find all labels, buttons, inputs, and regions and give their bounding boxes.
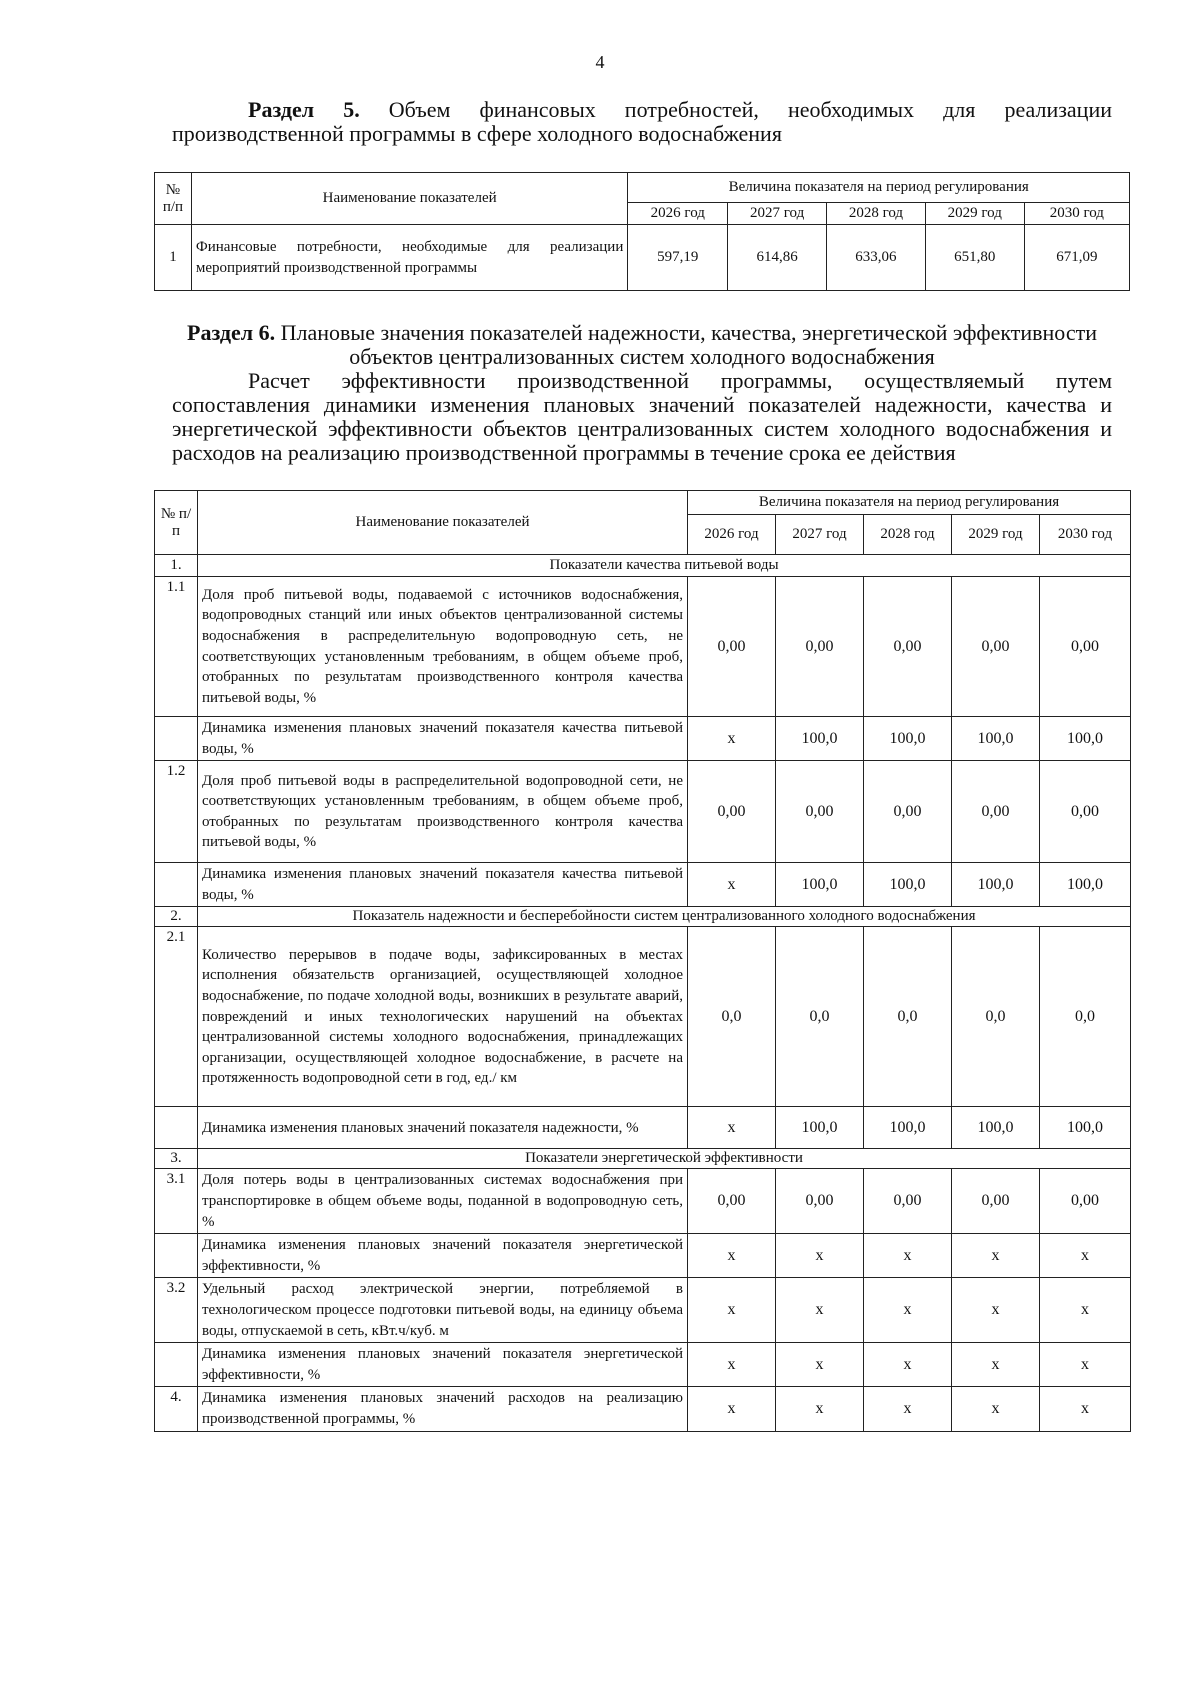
table-row <box>155 1107 1131 1149</box>
row-name: Динамика изменения плановых значений показателя энергетической эффективности, % <box>198 1343 688 1387</box>
section6-label: Раздел 6. <box>187 320 276 345</box>
row-value: х <box>776 1387 864 1431</box>
row-value: х <box>688 1278 776 1343</box>
row-num: 1. <box>155 555 198 577</box>
row-value: 597,19 <box>628 225 728 291</box>
year-header: 2028 год <box>827 203 926 225</box>
row-value: 0,00 <box>952 1169 1040 1234</box>
row-name: Удельный расход электрической энергии, потребляемой в технологическом процессе подготовки питьевой воды, на единицу объема воды, отпускаемой в сеть, кВт.ч/куб. м <box>198 1278 688 1343</box>
section6-title-line <box>172 321 1112 369</box>
row-value: 0,00 <box>776 577 864 717</box>
row-num: 2. <box>155 907 198 927</box>
row-value: 100,0 <box>776 717 864 761</box>
row-value: х <box>688 717 776 761</box>
table-row <box>155 577 1131 717</box>
row-value: х <box>688 1387 776 1431</box>
table-row <box>155 1169 1131 1234</box>
row-value: 0,0 <box>1040 927 1131 1107</box>
table-row <box>155 1234 1131 1278</box>
row-value: х <box>952 1278 1040 1343</box>
row-value: х <box>776 1343 864 1387</box>
row-num: 2.1 <box>155 927 198 1107</box>
section-row <box>155 907 1131 927</box>
row-value: 0,00 <box>776 761 864 863</box>
row-value: 0,00 <box>952 761 1040 863</box>
row-num <box>155 1107 198 1149</box>
section6-heading <box>172 321 1112 465</box>
section6-title: Плановые значения показателей надежности, качества, энергетической эффективности объектов централизованных систем холодного водоснабжения <box>280 320 1097 369</box>
row-value: 671,09 <box>1024 225 1129 291</box>
table-row <box>155 927 1131 1107</box>
row-value: 100,0 <box>952 863 1040 907</box>
row-value: 0,0 <box>952 927 1040 1107</box>
row-value: 0,00 <box>688 577 776 717</box>
row-value: х <box>864 1387 952 1431</box>
table-row <box>155 717 1131 761</box>
row-value: 100,0 <box>864 1107 952 1149</box>
col-name-header: Наименование показателей <box>191 173 627 225</box>
table-row <box>155 1343 1131 1387</box>
row-value: 100,0 <box>1040 1107 1131 1149</box>
row-value: х <box>864 1278 952 1343</box>
row-value: 0,0 <box>864 927 952 1107</box>
row-value: х <box>776 1234 864 1278</box>
row-value: 100,0 <box>1040 863 1131 907</box>
row-value: х <box>688 1343 776 1387</box>
row-value: х <box>952 1387 1040 1431</box>
table-row <box>155 1278 1131 1343</box>
indicators-table-body <box>155 555 1131 1432</box>
row-value: 0,00 <box>864 1169 952 1234</box>
row-name: Динамика изменения плановых значений показателя энергетической эффективности, % <box>198 1234 688 1278</box>
row-value: 0,00 <box>864 761 952 863</box>
row-value: х <box>776 1278 864 1343</box>
year-header: 2029 год <box>952 515 1040 555</box>
row-num: 3.1 <box>155 1169 198 1234</box>
table-row <box>155 863 1131 907</box>
row-value: х <box>864 1234 952 1278</box>
row-value: 614,86 <box>728 225 827 291</box>
row-name: Динамика изменения плановых значений показателя качества питьевой воды, % <box>198 863 688 907</box>
row-value: 100,0 <box>1040 717 1131 761</box>
year-header: 2028 год <box>864 515 952 555</box>
section6-paragraph: Расчет эффективности производственной программы, осуществляемый путем сопоставления динамики изменения плановых значений показателей надежности, качества и энергетической эффективности объектов централизованных систем холодного водоснабжения и расходов на реализацию производственной программы в течение срока ее действия <box>172 368 1112 465</box>
row-value: х <box>952 1234 1040 1278</box>
col-group-header: Величина показателя на период регулирования <box>628 173 1130 203</box>
row-value: 633,06 <box>827 225 926 291</box>
section5-heading <box>172 98 1112 146</box>
row-value: х <box>688 1107 776 1149</box>
row-value: 0,00 <box>1040 577 1131 717</box>
section-title: Показатели энергетической эффективности <box>198 1149 1131 1169</box>
row-value: х <box>864 1343 952 1387</box>
row-value: 0,00 <box>952 577 1040 717</box>
row-value: 651,80 <box>925 225 1024 291</box>
year-header: 2026 год <box>628 203 728 225</box>
row-value: 100,0 <box>952 1107 1040 1149</box>
row-name: Финансовые потребности, необходимые для реализации мероприятий производственной программы <box>191 225 627 291</box>
row-num: 4. <box>155 1387 198 1431</box>
row-name: Доля проб питьевой воды в распределительной водопроводной сети, не соответствующих установленным требованиям, в общем объеме проб, отобранных по результатам производственного контроля качества питьевой воды, % <box>198 761 688 863</box>
col-group-header: Величина показателя на период регулирования <box>688 491 1131 515</box>
financial-needs-table <box>154 172 1130 291</box>
row-value: 0,00 <box>1040 1169 1131 1234</box>
row-value: х <box>1040 1278 1131 1343</box>
row-value: 0,0 <box>688 927 776 1107</box>
row-value: х <box>1040 1343 1131 1387</box>
year-header: 2030 год <box>1024 203 1129 225</box>
row-name: Доля проб питьевой воды, подаваемой с источников водоснабжения, водопроводных станций или иных объектов централизованной системы водоснабжения в распределительную водопроводную сеть, не соответствующих установленным требованиям, в общем объеме проб, отобранных по результатам производственного контроля качества питьевой воды, % <box>198 577 688 717</box>
section5-label: Раздел 5. <box>248 97 360 122</box>
row-value: х <box>688 863 776 907</box>
row-num <box>155 1343 198 1387</box>
section5-title: Объем финансовых потребностей, необходимых для реализации производственной программы в сфере холодного водоснабжения <box>172 97 1112 146</box>
row-value: 100,0 <box>776 863 864 907</box>
row-num: 1 <box>155 225 192 291</box>
year-header: 2030 год <box>1040 515 1131 555</box>
row-value: 100,0 <box>952 717 1040 761</box>
indicators-table <box>154 490 1131 1432</box>
section-title: Показатели качества питьевой воды <box>198 555 1131 577</box>
col-name-header: Наименование показателей <box>198 491 688 555</box>
row-value: 0,00 <box>688 761 776 863</box>
row-num <box>155 717 198 761</box>
section-row <box>155 1149 1131 1169</box>
row-value: 100,0 <box>864 717 952 761</box>
row-num: 1.2 <box>155 761 198 863</box>
row-value: 0,00 <box>1040 761 1131 863</box>
table-row <box>155 1387 1131 1431</box>
col-num-header: № п/п <box>155 491 198 555</box>
row-num: 1.1 <box>155 577 198 717</box>
row-value: 0,00 <box>864 577 952 717</box>
row-num <box>155 863 198 907</box>
year-header: 2027 год <box>728 203 827 225</box>
row-name: Динамика изменения плановых значений расходов на реализацию производственной программы, % <box>198 1387 688 1431</box>
row-value: 0,00 <box>688 1169 776 1234</box>
row-name: Динамика изменения плановых значений показателя качества питьевой воды, % <box>198 717 688 761</box>
row-value: х <box>1040 1234 1131 1278</box>
row-num: 3.2 <box>155 1278 198 1343</box>
row-value: 0,0 <box>776 927 864 1107</box>
page-number: 4 <box>595 52 605 72</box>
table-row <box>155 761 1131 863</box>
row-name: Доля потерь воды в централизованных системах водоснабжения при транспортировке в общем объеме воды, поданной в водопроводную сеть, % <box>198 1169 688 1234</box>
year-header: 2026 год <box>688 515 776 555</box>
row-value: 0,00 <box>776 1169 864 1234</box>
row-value: 100,0 <box>776 1107 864 1149</box>
section-row <box>155 555 1131 577</box>
row-num: 3. <box>155 1149 198 1169</box>
row-value: х <box>688 1234 776 1278</box>
year-header: 2029 год <box>925 203 1024 225</box>
row-value: х <box>952 1343 1040 1387</box>
row-num <box>155 1234 198 1278</box>
year-header: 2027 год <box>776 515 864 555</box>
section-title: Показатель надежности и бесперебойности систем централизованного холодного водоснабжения <box>198 907 1131 927</box>
row-value: 100,0 <box>864 863 952 907</box>
col-num-header: № п/п <box>155 173 192 225</box>
row-name: Динамика изменения плановых значений показателя надежности, % <box>198 1107 688 1149</box>
table-row <box>155 225 1130 291</box>
row-name: Количество перерывов в подаче воды, зафиксированных в местах исполнения обязательств организацией, осуществляющей холодное водоснабжение, по подаче холодной воды, возникших в результате аварий, повреждений и иных технологических нарушений на объектах централизованной системы холодного водоснабжения, принадлежащих организации, осуществляющей холодное водоснабжение, в расчете на протяженность водопроводной сети в год, ед./ км <box>198 927 688 1107</box>
row-value: х <box>1040 1387 1131 1431</box>
